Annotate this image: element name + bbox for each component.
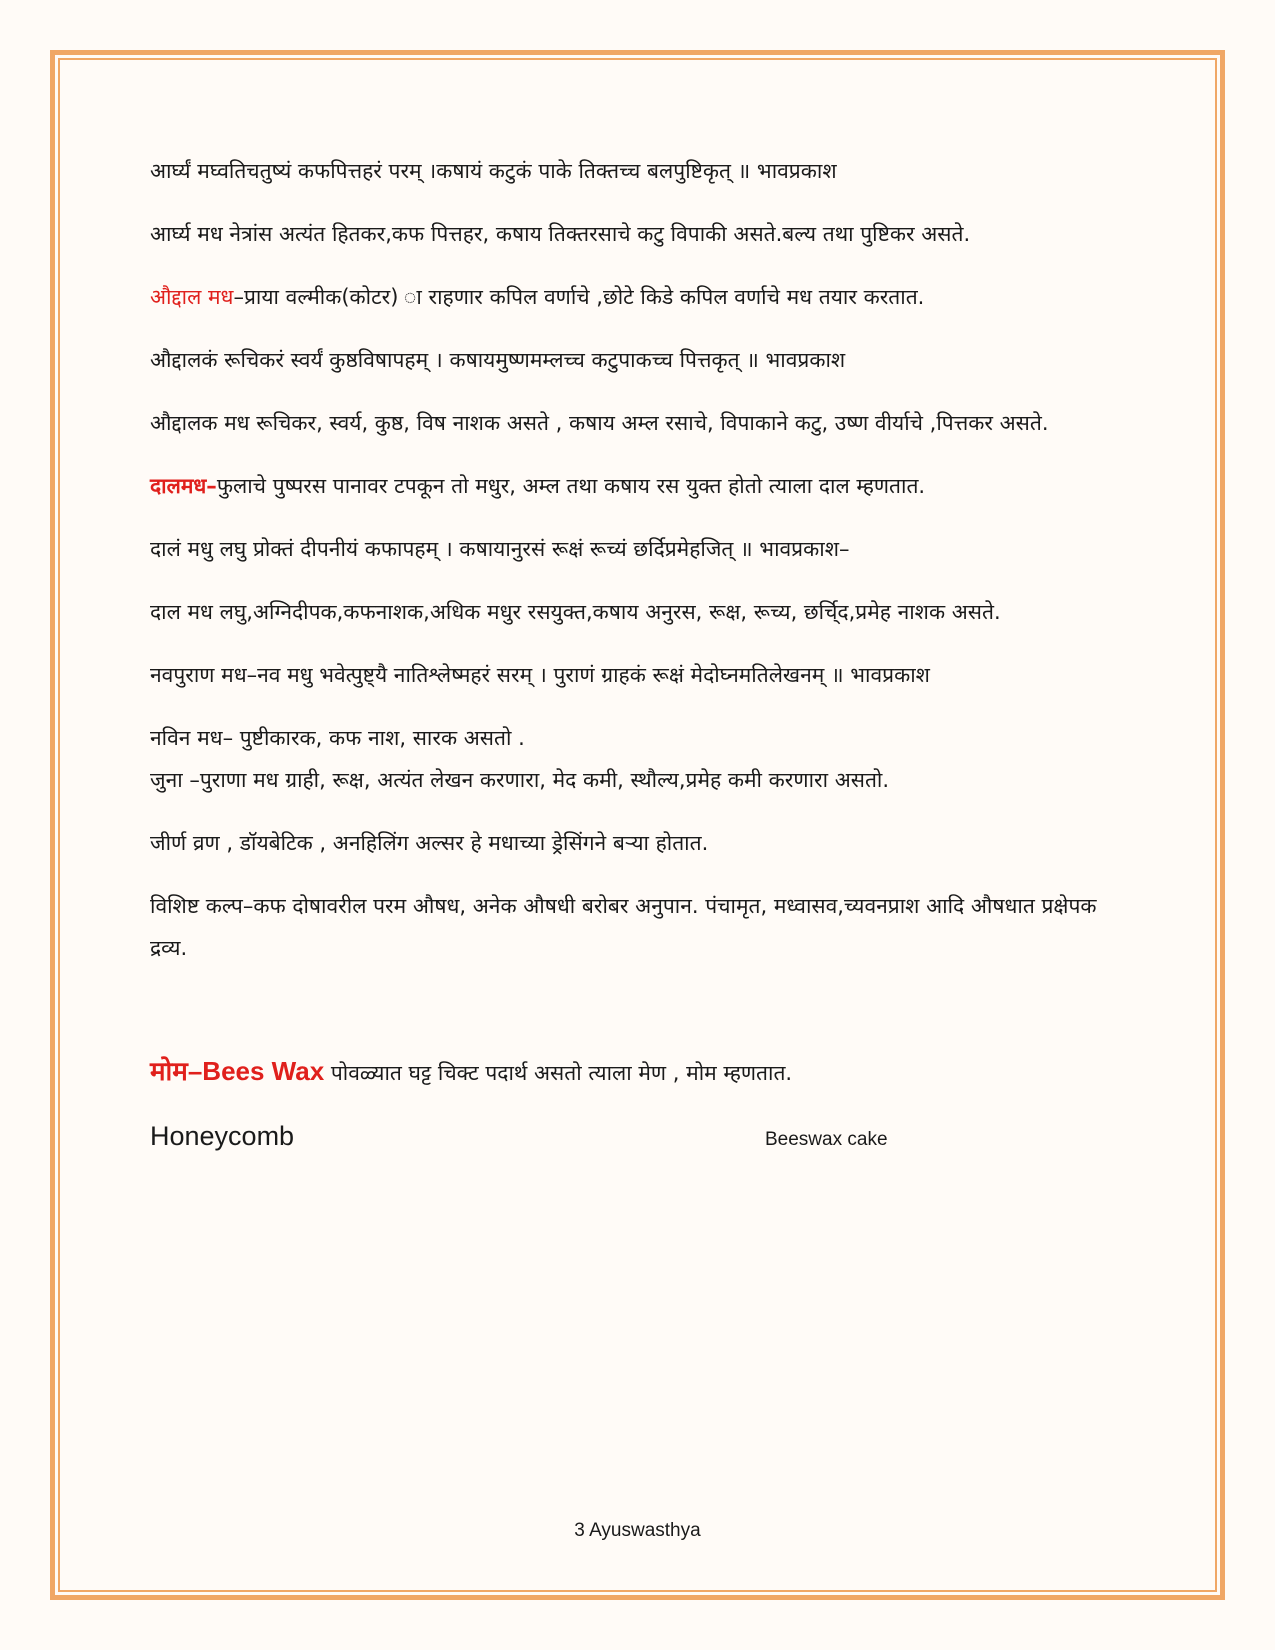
- paragraph-navin: नविन मध– पुष्टीकारक, कफ नाश, सारक असतो .: [150, 726, 525, 750]
- caption-honeycomb: Honeycomb: [150, 1121, 295, 1151]
- paragraph-dressing: जीर्ण व्रण , डॉयबेटिक , अनहिलिंग अल्सर हे मधाच्या ड्रेसिंगने बऱ्या होतात.: [150, 831, 709, 855]
- paragraph-auddal-verse: औद्दालकं रूचिकरं स्वर्यं कुष्ठविषापहम् । कषायमुष्णमम्लच्च कटुपाकच्च पित्तकृत् ॥ भावप्रकाश: [150, 348, 846, 372]
- spacer: [150, 990, 1125, 1050]
- wax-text: पोवळ्यात घट्ट चिक्ट पदार्थ असतो त्याला मेण , मोम म्हणतात.: [324, 1061, 793, 1085]
- paragraph-dal-verse: दालं मधु लघु प्रोक्तं दीपनीयं कफापहम् । कषायानुरसं रूक्षं रूच्यं छर्दिप्रमेहजित् ॥ भावप्रकाश–: [150, 537, 850, 561]
- paragraph-dal-intro: [150, 465, 1125, 507]
- page-footer: 3 Ayuswasthya: [574, 1520, 701, 1541]
- auddal-intro-text: –प्राया वल्मीक(कोटर) ा राहणार कपिल वर्णाचे ,छोटे किडे कपिल वर्णाचे मध तयार करतात.: [233, 285, 925, 309]
- heading-auddal: औद्दाल मध: [150, 285, 234, 309]
- paragraph-wax: [150, 1050, 1125, 1094]
- image-captions: [150, 1115, 1125, 1165]
- document-body: [150, 150, 1125, 1165]
- paragraph-auddal-explain: औद्दालक मध रूचिकर, स्वर्य, कुष्ठ, विष नाशक असते , कषाय अम्ल रसाचे, विपाकाने कटु, उष्ण वीर्याचे ,पित्तकर असते.: [150, 411, 1049, 435]
- paragraph-auddal-intro: [150, 276, 1125, 318]
- heading-dal: दालमध–: [150, 474, 217, 498]
- paragraph-arghya-verse: आर्घ्यं मघ्वतिचतुष्यं कफपित्तहरं परम् ।कषायं कटुकं पाके तिक्तच्च बलपुष्टिकृत् ॥ भावप्रकाश: [150, 159, 837, 183]
- paragraph-juna: जुना –पुराणा मध ग्राही, रूक्ष, अत्यंत लेखन करणारा, मेद कमी, स्थौल्य,प्रमेह कमी करणारा असतो.: [150, 768, 890, 792]
- caption-beeswax-cake: Beeswax cake: [765, 1129, 888, 1150]
- dal-intro-text: फुलाचे पुष्परस पानावर टपकून तो मधुर, अम्ल तथा कषाय रस युक्त होतो त्याला दाल म्हणतात.: [216, 474, 926, 498]
- paragraph-arghya-explain: आर्घ्य मध नेत्रांस अत्यंत हितकर,कफ पित्तहर, कषाय तिक्तरसाचे कटु विपाकी असते.बल्य तथा पुष्टिकर असते.: [150, 222, 971, 246]
- paragraph-dal-explain: दाल मध लघु,अग्निदीपक,कफनाशक,अधिक मधुर रसयुक्त,कषाय अनुरस, रूक्ष, रूच्य, छर्चि्द,प्रमेह नाशक असते.: [150, 600, 1001, 624]
- heading-wax: मोम–Bees Wax: [150, 1056, 325, 1086]
- paragraph-navpuran-verse: नवपुराण मध–नव मधु भवेत्पुष्ट्यै नातिश्लेष्महरं सरम् । पुराणं ग्राहकं रूक्षं मेदोघ्नमतिलेखनम् ॥ भावप्रकाश: [150, 663, 930, 687]
- paragraph-vishisht-kalp: विशिष्ट कल्प–कफ दोषावरील परम औषध, अनेक औषधी बरोबर अनुपान. पंचामृत, मध्वासव,च्यवनप्राश आदि औषधात प्रक्षेपक द्रव्य.: [150, 894, 1097, 960]
